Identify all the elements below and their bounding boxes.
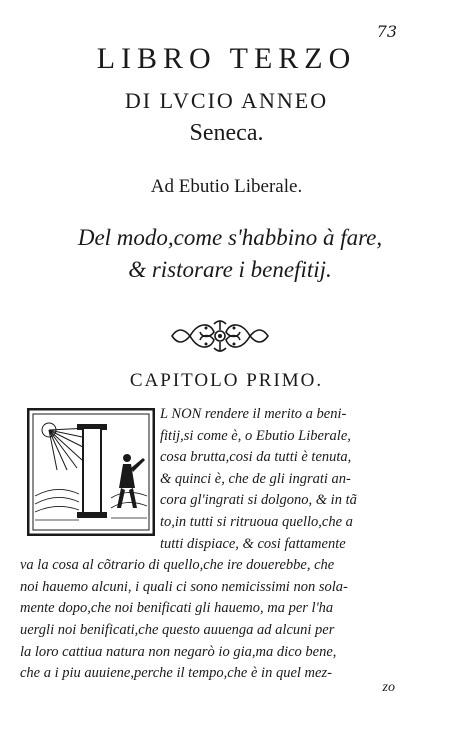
body-line: noi hauemo alcuni, i quali ci sono nemicissimi non sola- bbox=[20, 578, 348, 595]
body-line: tutti dispiace, & cosi fattamente bbox=[160, 535, 346, 552]
body-line: mente dopo,che noi benificati gli hauemo, ma per l'ha bbox=[20, 600, 334, 617]
catchword: zo bbox=[382, 680, 395, 695]
body-line: va la cosa al cõtrario di quello,che ire douerebbe, che bbox=[20, 557, 335, 574]
body-line: cora gl'ingrati si dolgono, & in tã bbox=[160, 492, 357, 509]
chapter-heading: CAPITOLO PRIMO. bbox=[129, 370, 324, 391]
page-number: 73 bbox=[376, 22, 397, 41]
body-line: che a i piu auuiene,perche il tempo,che è in quel mez- bbox=[20, 665, 332, 682]
body-line: fitij,si come è, o Ebutio Liberale, bbox=[160, 427, 351, 444]
chapter-subtitle bbox=[30, 222, 430, 286]
body-text bbox=[20, 404, 410, 685]
author-line: DI LVCIO ANNEO bbox=[124, 88, 329, 113]
dedication: Ad Ebutio Liberale. bbox=[150, 176, 303, 197]
subtitle-line-1: Del modo,come s'habbino à fare, bbox=[77, 225, 383, 250]
subtitle-line-2: & ristorare i benefitij. bbox=[128, 257, 332, 282]
body-line: uergli noi benificati,che questo auuenga ad alcuni per bbox=[20, 621, 335, 638]
body-line: & quinci è, che de gli ingrati an- bbox=[160, 470, 351, 487]
body-line: L NON rendere il merito a beni- bbox=[160, 406, 347, 422]
book-title: LIBRO TERZO bbox=[96, 42, 357, 75]
body-line: cosa brutta,cosi da tutti è tenuta, bbox=[160, 449, 352, 466]
author-name: Seneca. bbox=[189, 120, 264, 146]
body-line: la loro cattiua natura non negarò io gia,ma dico bene, bbox=[20, 643, 337, 660]
body-line: to,in tutti si ritruoua quello,che a bbox=[160, 513, 353, 530]
ornament-icon bbox=[170, 316, 270, 356]
